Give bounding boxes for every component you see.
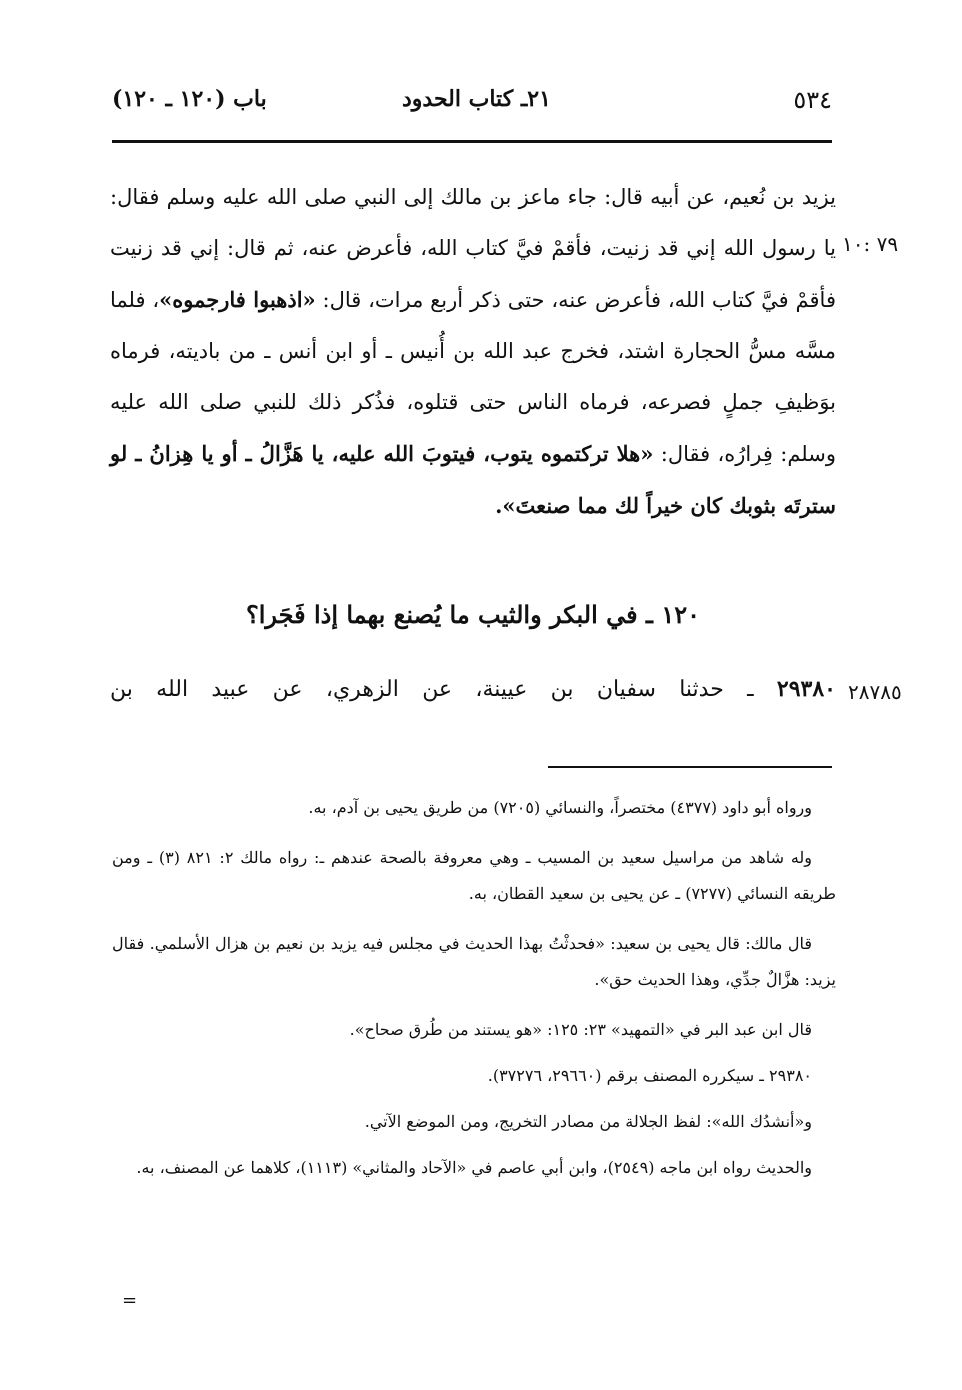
- prophet-quote: «اذهبوا فارجموه»: [159, 287, 316, 312]
- chapter-title: باب (١٢٠ ـ ١٢٠): [112, 86, 267, 112]
- hadith-chain: ـ حدثنا سفيان بن عيينة، عن الزهري، عن عبيد الله بن: [110, 677, 754, 702]
- section-heading: ١٢٠ ـ في البكر والثيب ما يُصنع بهما إذا فَجَرا؟: [246, 600, 700, 629]
- page-number: ٥٣٤: [793, 86, 832, 114]
- main-text: [110, 172, 836, 532]
- footnote: ورواه أبو داود (٤٣٧٧) مختصراً، والنسائي (٧٢٠٥) من طريق يحيى بن آدم، به.: [308, 798, 812, 817]
- footnote-rule: [548, 766, 832, 768]
- hadith-number: ٢٩٣٨٠: [776, 676, 836, 702]
- header-rule: [112, 140, 832, 143]
- margin-reference: ٢٨٧٨٥: [848, 680, 902, 704]
- hadith-paragraph: [110, 172, 836, 532]
- footnotes: [112, 790, 836, 1200]
- hadith-opening: [110, 676, 836, 702]
- footnote: والحديث رواه ابن ماجه (٢٥٤٩)، وابن أبي عاصم في «الآحاد والمثاني» (١١١٣)، كلاهما عن المصنف، به.: [136, 1158, 812, 1177]
- footnote: قال ابن عبد البر في «التمهيد» ٢٣: ١٢٥: «هو يستند من طُرق صحاح».: [349, 1020, 812, 1039]
- margin-reference: ٧٩ :١٠: [842, 232, 899, 256]
- footnote: و«أنشدُك الله»: لفظ الجلالة من مصادر التخريج، ومن الموضع الآتي.: [364, 1112, 812, 1131]
- footnote: ٢٩٣٨٠ ـ سيكرره المصنف برقم (٢٩٦٦٠، ٣٧٢٧٦).: [487, 1066, 812, 1085]
- hadith-text: يزيد بن نُعيم، عن أبيه قال: جاء ماعز بن مالك إلى النبي صلى الله عليه وسلم فقال: يا رسول الله إني قد زنيت، فأقمْ فيَّ كتاب الله، فأعرض عنه، ثم قال: إني قد زنيت فأقمْ فيَّ كتاب الله، فأعرض عنه، حتى ذكر أربع مرات، قال:: [110, 185, 836, 312]
- footnote: وله شاهد من مراسيل سعيد بن المسيب ـ وهي معروفة بالصحة عندهم ـ: رواه مالك ٢: ٨٢١ (٣) ـ ومن طريقه النسائي (٧٢٧٧) ـ عن يحيى بن سعيد القطان، به.: [112, 848, 836, 903]
- book-title: ٢١ـ كتاب الحدود: [402, 86, 551, 112]
- footnote: قال مالك: قال يحيى بن سعيد: «فحدثْتُ بهذا الحديث في مجلس فيه يزيد بن نعيم بن هزال الأسلمي. فقال يزيد: هزَّالٌ جدِّي، وهذا الحديث حق».: [112, 934, 836, 989]
- prophet-quote: «هلا تركتموه يتوب، فيتوبَ الله عليه، يا هَزَّالُ ـ أو يا هِزانُ ـ لو سترتَه بثوبك كان خيراً لك مما صنعتَ».: [110, 441, 836, 518]
- running-header: [112, 86, 832, 132]
- hadith-text: ، فلما مسَّه مسُّ الحجارة اشتد، فخرج عبد الله بن أُنيس ـ أو ابن أنس ـ من باديته، فرماه بوَظيفِ جملٍ فصرعه، فرماه الناس حتى قتلوه، فذُكر ذلك للنبي صلى الله عليه وسلم: فِرارُه، فقال:: [110, 288, 836, 466]
- continuation-mark: =: [122, 1290, 138, 1311]
